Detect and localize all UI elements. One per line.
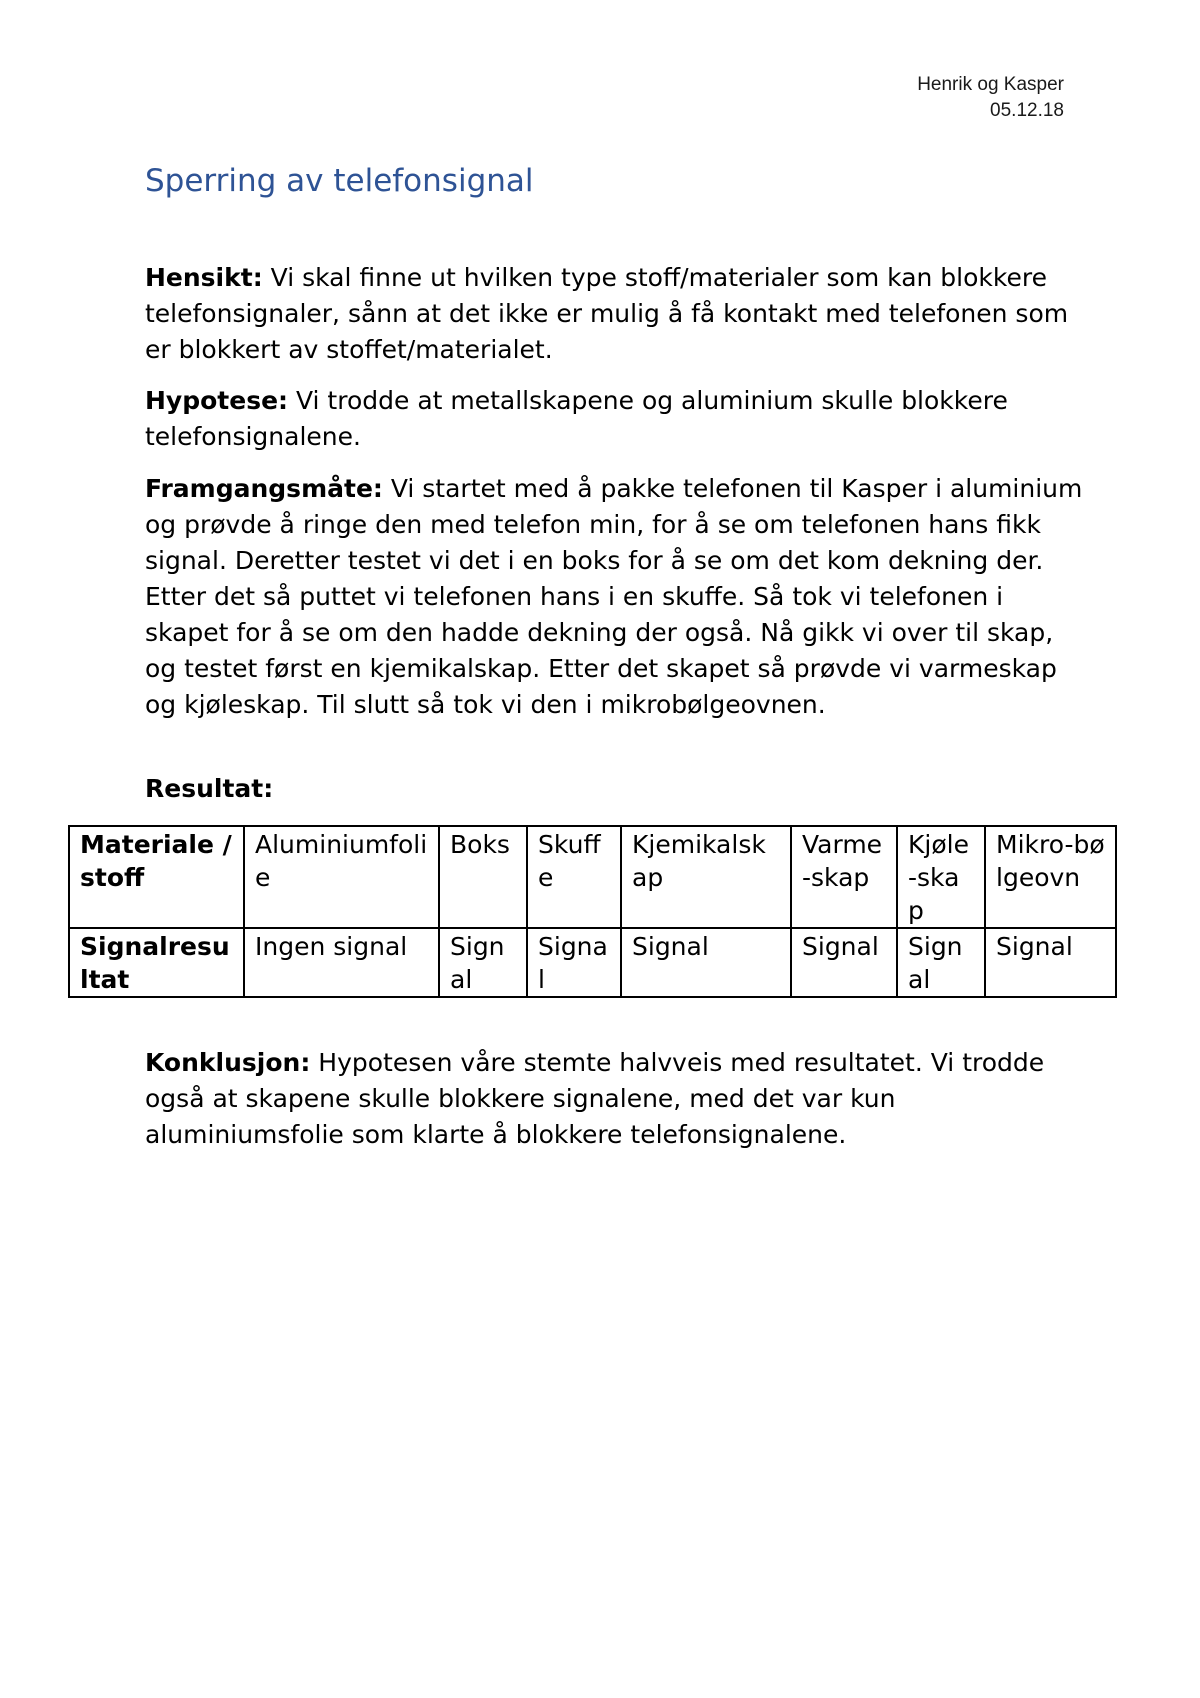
- section-text: Vi trodde at metallskapene og aluminium skulle blokkere telefonsignalene.: [145, 386, 1008, 451]
- document-title: Sperring av telefonsignal: [145, 163, 534, 199]
- section-hensikt: [145, 260, 1085, 368]
- table-cell: Kjøle-skap: [897, 826, 985, 928]
- section-text: Vi startet med å pakke telefonen til Kasper i aluminium og prøvde å ringe den med telefon min, for å se om telefonen hans fikk signal. Deretter testet vi det i en boks for å se om det kom dekning der. Etter det så puttet vi telefonen hans i en skuffe. Så tok vi telefonen i skapet for å se om den hadde dekning der også. Nå gikk vi over til skap, og testet først en kjemikalskap. Etter det skapet så prøvde vi varmeskap og kjøleskap. Til slutt så tok vi den i mikrobølgeovnen.: [145, 474, 1083, 719]
- table-cell: Signal: [985, 928, 1116, 997]
- table-row: [69, 826, 1116, 928]
- table-cell: Varme-skap: [791, 826, 897, 928]
- section-framgangsmaate: [145, 471, 1085, 723]
- section-label: Hypotese:: [145, 386, 289, 415]
- table-row-header: Materiale / stoff: [69, 826, 244, 928]
- table-cell: Signal: [439, 928, 527, 997]
- section-label: Konklusjon:: [145, 1048, 311, 1077]
- table-row-header: Signalresultat: [69, 928, 244, 997]
- section-label: Hensikt:: [145, 263, 263, 292]
- table-cell: Mikro-bølgeovn: [985, 826, 1116, 928]
- table-cell: Signal: [621, 928, 791, 997]
- date: 05.12.18: [990, 100, 1064, 121]
- table-cell: Boks: [439, 826, 527, 928]
- table-row: [69, 928, 1116, 997]
- section-label: Resultat:: [145, 774, 274, 803]
- table-cell: Ingen signal: [244, 928, 439, 997]
- table-cell: Signal: [527, 928, 621, 997]
- table-cell: Skuffe: [527, 826, 621, 928]
- document-header: [917, 72, 1064, 124]
- section-text: Hypotesen våre stemte halvveis med resultatet. Vi trodde også at skapene skulle blokkere signalene, med det var kun aluminiumsfolie som klarte å blokkere telefonsignalene.: [145, 1048, 1045, 1149]
- result-table: [68, 825, 1117, 998]
- authors: Henrik og Kasper: [917, 74, 1064, 95]
- section-label: Framgangsmåte:: [145, 474, 383, 503]
- table-cell: Signal: [791, 928, 897, 997]
- section-hypotese: [145, 383, 1085, 455]
- section-resultat: [145, 771, 1085, 807]
- section-konklusjon: [145, 1045, 1085, 1153]
- table-cell: Kjemikalskap: [621, 826, 791, 928]
- table-cell: Aluminiumfolie: [244, 826, 439, 928]
- table-cell: Signal: [897, 928, 985, 997]
- section-text: Vi skal finne ut hvilken type stoff/materialer som kan blokkere telefonsignaler, sånn at det ikke er mulig å få kontakt med telefonen som er blokkert av stoffet/materialet.: [145, 263, 1069, 364]
